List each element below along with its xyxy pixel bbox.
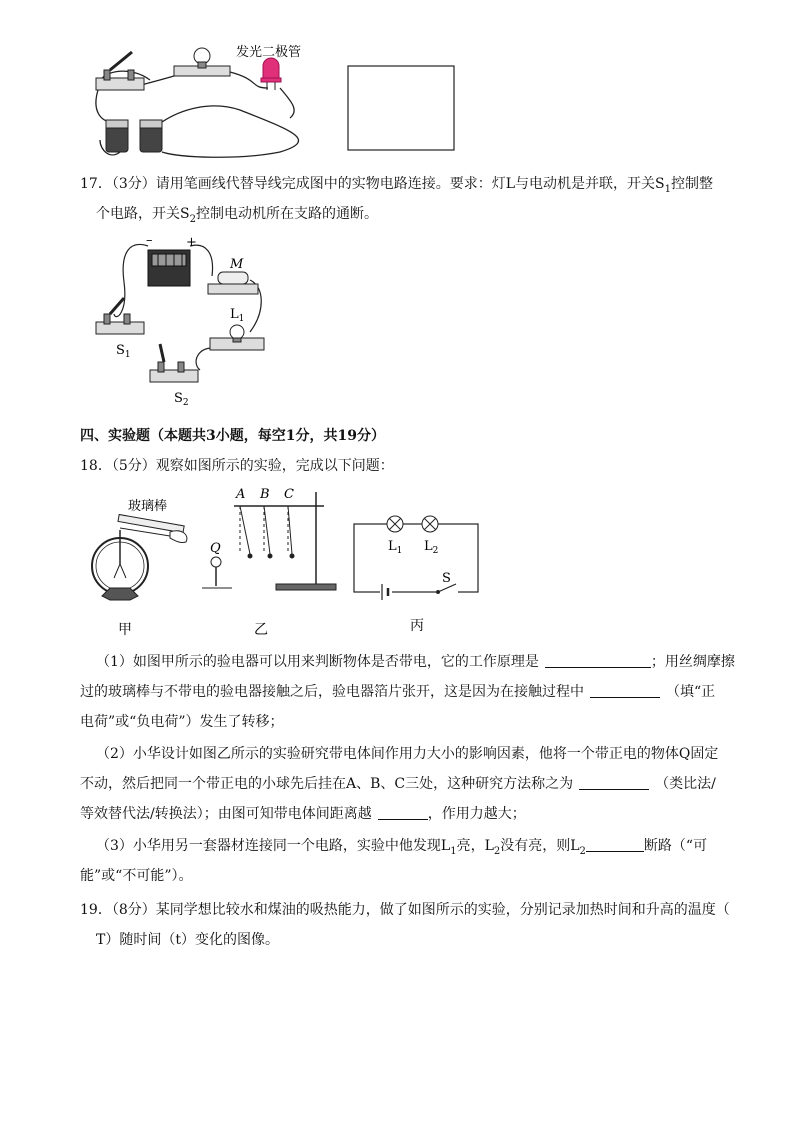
q19-line2: T）随时间（t）变化的图像。 [96, 932, 279, 948]
switch-s1-label: $S_1$ [116, 343, 131, 360]
battery-plus: + [186, 235, 197, 250]
label-c: C [284, 487, 294, 502]
q18-part1-line2: 过的玻璃棒与不带电的验电器接触之后，验电器箔片张开，这是因为在接触过程中 （填“正 [80, 684, 716, 700]
blank-4[interactable] [378, 805, 428, 820]
q18-part2-line1: （2）小华设计如图乙所示的实验研究带电体间作用力大小的影响因素，他将一个带正电的物体Q固定 [96, 746, 719, 762]
label-a: A [236, 487, 246, 502]
caption-yi: 乙 [254, 622, 268, 638]
blank-1[interactable] [545, 653, 651, 668]
label-q: Q [210, 541, 221, 556]
diagram-l2-label: $L_2$ [424, 539, 439, 556]
q16-circuit-figure [90, 40, 470, 170]
q18-part3-line2: 能”或“不可能”）。 [80, 868, 193, 884]
caption-jia: 甲 [118, 622, 132, 638]
diagram-l1-label: $L_1$ [388, 539, 403, 556]
q17-line2: 个电路，开关$S_2$控制电动机所在支路的通断。 [96, 206, 378, 225]
q18-part2-line2: 不动，然后把同一个带正电的小球先后挂在A、B、C三处，这种研究方法称之为 （类比法/ [80, 776, 716, 792]
answer-drawing-box[interactable] [348, 66, 454, 150]
blank-3[interactable] [579, 775, 649, 790]
q18-part2-line3: 等效替代法/转换法）；由图可知带电体间距离越 ，作用力越大； [80, 806, 526, 822]
caption-bing: 丙 [410, 618, 424, 634]
q18-figures [90, 484, 490, 640]
led-label: 发光二极管 [236, 45, 302, 60]
battery-minus: – [146, 233, 153, 248]
glass-rod-label: 玻璃棒 [128, 499, 168, 514]
section-4-title: 四、实验题（本题共3小题，每空1分，共19分） [80, 428, 385, 444]
lamp-l1-label: $L_1$ [230, 307, 245, 324]
q17-circuit-figure [90, 232, 280, 408]
q18-part1-line1: （1）如图甲所示的验电器可以用来判断物体是否带电，它的工作原理是 ；用丝绸摩擦 [96, 654, 735, 670]
blank-5[interactable] [586, 837, 644, 852]
q18-stem: 18．（5分）观察如图所示的实验，完成以下问题： [80, 458, 394, 474]
label-b: B [260, 487, 270, 502]
switch-s2-label: $S_2$ [174, 391, 189, 408]
q17-line1: 17．（3分）请用笔画线代替导线完成图中的实物电路连接。要求：灯L与电动机是并联，开关$S_1$控制整 [80, 176, 713, 195]
diagram-s-label: S [442, 571, 451, 586]
motor-label: M [230, 257, 244, 272]
blank-2[interactable] [590, 683, 660, 698]
q18-part3-line1: （3）小华用另一套器材连接同一个电路，实验中他发现$L_1$亮，$L_2$没有亮，则$L_2$ 断路（“可 [96, 838, 708, 857]
q19-line1: 19．（8分）某同学想比较水和煤油的吸热能力，做了如图所示的实验，分别记录加热时间和升高的温度（ [80, 902, 730, 918]
q18-part1-line3: 电荷”或“负电荷”）发生了转移； [80, 714, 284, 730]
